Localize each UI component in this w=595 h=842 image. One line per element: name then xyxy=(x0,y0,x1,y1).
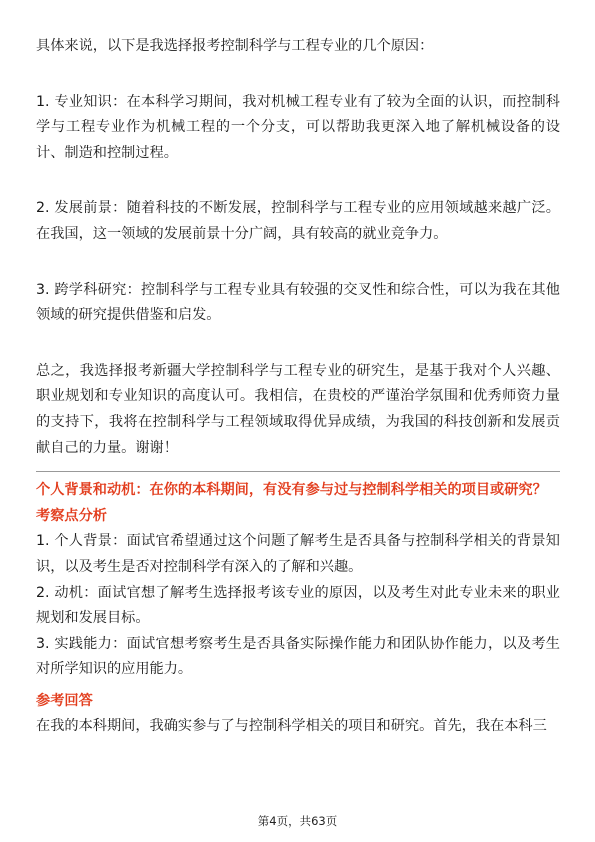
answer-paragraph: 在我的本科期间，我确实参与了与控制科学相关的项目和研究。首先，我在本科三 xyxy=(36,718,547,735)
answer-heading: 参考回答 xyxy=(36,692,93,709)
spacer xyxy=(36,166,560,196)
spacer xyxy=(36,60,560,90)
spacer xyxy=(36,248,560,278)
page-number-footer: 第4页，共63页 xyxy=(257,814,338,828)
question-title: 个人背景和动机：在你的本科期间，有没有参与过与控制科学相关的项目或研究？ xyxy=(36,482,547,499)
analysis-heading: 考察点分析 xyxy=(36,507,107,524)
reason-item-3: 3. 跨学科研究：控制科学与工程专业具有较强的交叉性和综合性，可以为我在其他领域的研究提供借鉴和启发。 xyxy=(36,281,560,324)
reason-item-2: 2. 发展前景：随着科技的不断发展，控制科学与工程专业的应用领域越来越广泛。在我国，这一领域的发展前景十分广阔，具有较高的就业竞争力。 xyxy=(36,200,560,242)
reason-item-1: 1. 专业知识：在本科学习期间，我对机械工程专业有了较为全面的认识，而控制科学与工程专业作为机械工程的一个分支，可以帮助我更深入地了解机械设备的设计、制造和控制过程。 xyxy=(36,93,560,161)
analysis-item-1: 1. 个人背景：面试官希望通过这个问题了解考生是否具备与控制科学相关的背景知识，以及考生是否对控制科学有深入的了解和兴趣。 xyxy=(36,533,560,575)
analysis-item-2: 2. 动机：面试官想了解考生选择报考该专业的原因，以及考生对此专业未来的职业规划和发展目标。 xyxy=(36,584,560,627)
section-divider xyxy=(36,471,560,472)
intro-paragraph: 具体来说，以下是我选择报考控制科学与工程专业的几个原因： xyxy=(36,38,434,54)
conclusion-paragraph: 总之，我选择报考新疆大学控制科学与工程专业的研究生，是基于我对个人兴趣、职业规划和专业知识的高度认可。我相信，在贵校的严谨治学氛围和优秀师资力量的支持下，我将在控制科学与工程领域取得优异成绩，为我国的科技创新和发展贡献自己的力量。谢谢！ xyxy=(36,362,560,456)
spacer xyxy=(36,329,560,359)
analysis-item-3: 3. 实践能力：面试官想考察考生是否具备实际操作能力和团队协作能力，以及考生对所学知识的应用能力。 xyxy=(36,635,560,678)
page-content xyxy=(36,34,560,740)
